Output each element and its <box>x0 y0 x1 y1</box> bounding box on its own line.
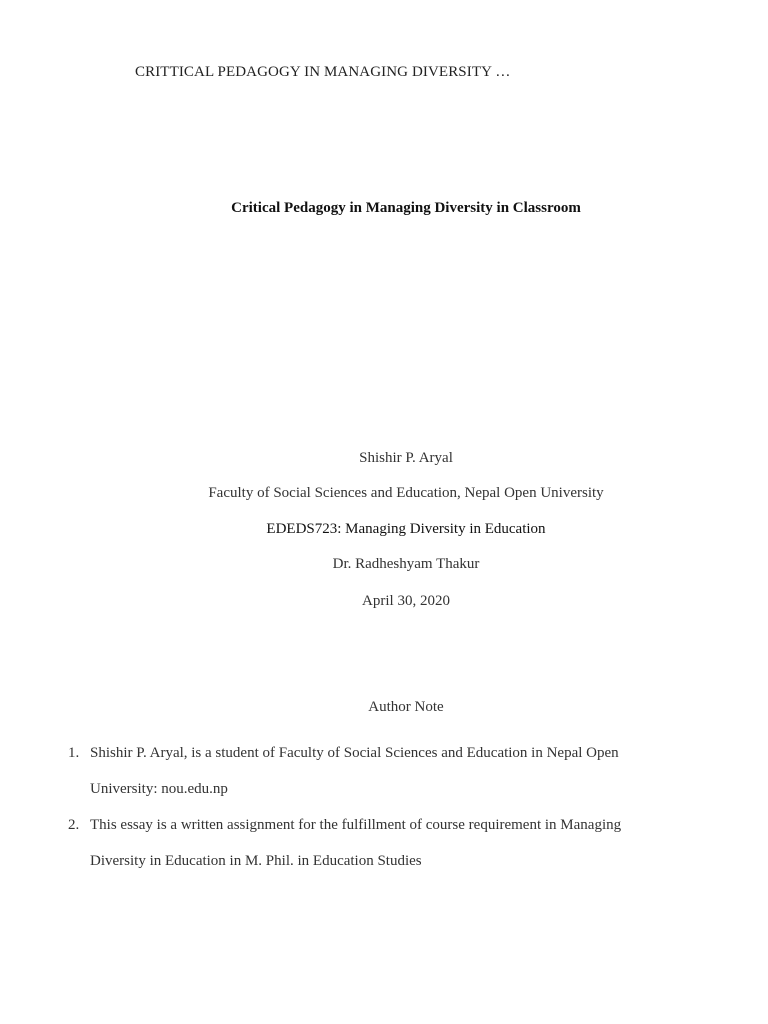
paper-title: Critical Pedagogy in Managing Diversity in Classroom <box>231 200 581 216</box>
note-number: 2. <box>68 817 80 833</box>
submission-date: April 30, 2020 <box>362 593 450 609</box>
author-note-item <box>68 735 668 807</box>
author-note-item <box>68 807 668 879</box>
author-note-list <box>68 735 668 879</box>
note-text: This essay is a written assignment for the fulfillment of course requirement in Managing Diversity in Education in M. Phil. in Education Studies <box>90 817 622 869</box>
author-affiliation: Faculty of Social Sciences and Education, Nepal Open University <box>208 485 604 501</box>
note-text: Shishir P. Aryal, is a student of Faculty of Social Sciences and Education in Nepal Open University: nou.edu.np <box>90 745 619 797</box>
course-name: EDEDS723: Managing Diversity in Education <box>266 521 546 537</box>
author-name: Shishir P. Aryal <box>359 450 453 466</box>
note-number: 1. <box>68 745 80 761</box>
author-note-heading: Author Note <box>368 699 444 715</box>
instructor-name: Dr. Radheshyam Thakur <box>332 556 480 572</box>
running-head: CRITTICAL PEDAGOGY IN MANAGING DIVERSITY … <box>135 64 511 80</box>
